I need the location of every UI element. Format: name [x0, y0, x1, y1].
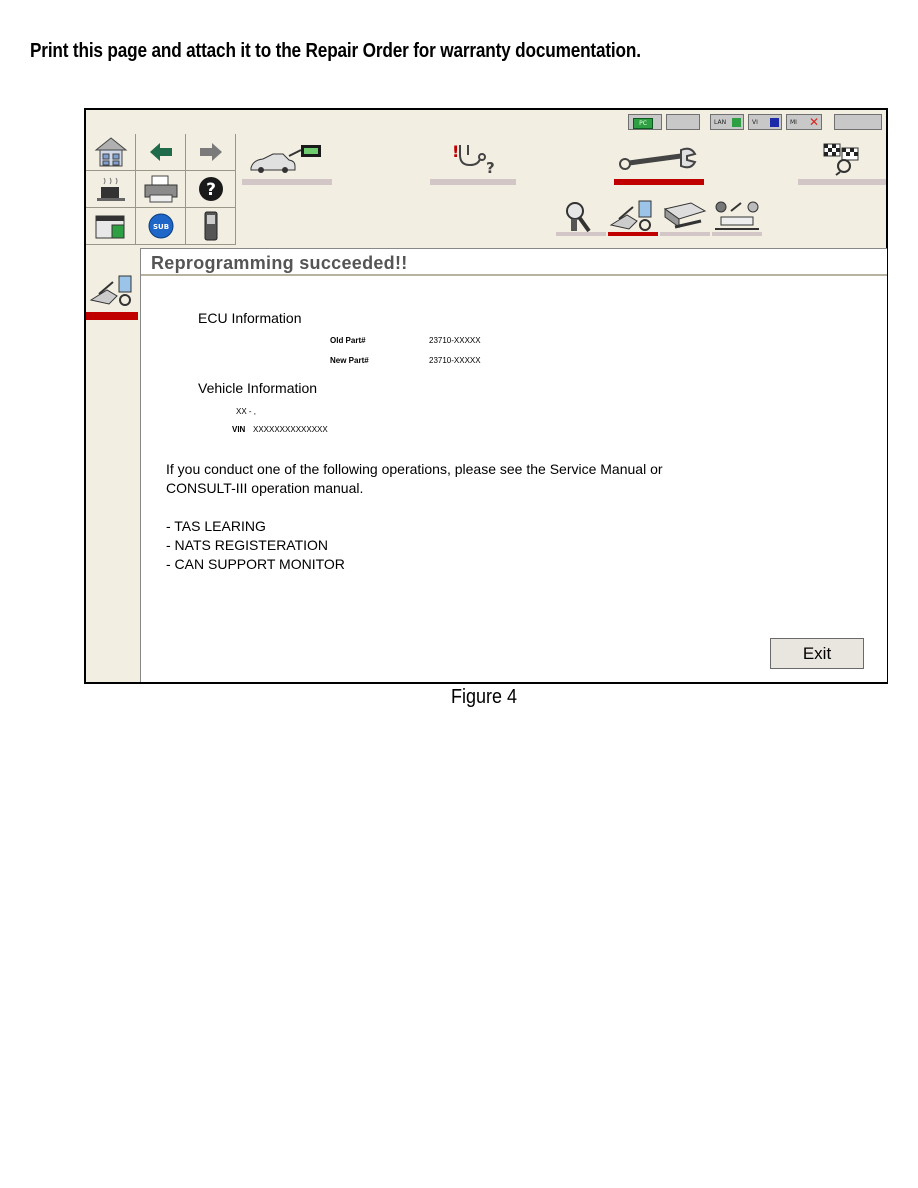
consult-screen — [84, 108, 888, 684]
arrow-right-icon — [198, 141, 224, 163]
svg-text:!: ! — [452, 142, 460, 161]
vin-value: XXXXXXXXXXXXXX — [253, 425, 328, 434]
ecu-config-underline — [660, 232, 710, 236]
reprogramming-side-button[interactable] — [86, 272, 140, 310]
window-icon — [94, 212, 128, 240]
vi-connected-icon — [770, 118, 779, 127]
search-tool-icon — [561, 199, 601, 233]
ecu-reprogram-side-icon — [89, 274, 137, 308]
reprogramming-underline — [608, 232, 658, 236]
old-part-label: Old Part# — [330, 336, 366, 345]
finish-underline — [798, 179, 886, 185]
help-button[interactable] — [186, 171, 236, 208]
screen-capture-button[interactable] — [86, 171, 136, 208]
reprogram-search-button[interactable] — [556, 198, 606, 234]
search-underline — [556, 232, 606, 236]
ecu-module-icon — [661, 199, 709, 233]
old-part-value: 23710-XXXXX — [429, 336, 481, 345]
status-strip — [86, 110, 886, 134]
vehicle-ecu-underline — [242, 179, 332, 185]
left-strip — [86, 248, 140, 682]
diagnosis-button[interactable] — [430, 140, 516, 178]
tools-underline — [712, 232, 762, 236]
svg-text:?: ? — [486, 159, 495, 177]
home-icon — [94, 136, 128, 168]
finish-button[interactable] — [798, 140, 886, 178]
notice-line-1: If you conduct one of the following operations, please see the Service Manual or — [166, 461, 663, 477]
sub-mode-button[interactable] — [136, 208, 186, 245]
sub-icon — [147, 212, 175, 240]
arrow-left-icon — [148, 141, 174, 163]
vehicle-ecu-button[interactable] — [242, 140, 332, 178]
lan-label: LAN — [714, 119, 727, 126]
operation-item: - CAN SUPPORT MONITOR — [166, 556, 345, 572]
reprogramming-button[interactable] — [608, 198, 658, 234]
new-part-value: 23710-XXXXX — [429, 356, 481, 365]
mi-disconnected-icon: ✕ — [808, 115, 819, 129]
home-button[interactable] — [86, 134, 136, 171]
vehicle-model-line: XX - , — [236, 407, 257, 416]
work-support-button[interactable] — [614, 140, 704, 178]
print-button[interactable] — [136, 171, 186, 208]
lan-status-indicator — [710, 114, 744, 130]
help-icon — [197, 175, 225, 203]
vi-status-indicator — [748, 114, 782, 130]
checkered-flag-icon — [818, 142, 866, 176]
mi-status-indicator — [786, 114, 822, 130]
svg-text:SUB: SUB — [152, 223, 169, 231]
page-title: Reprogramming succeeded!! — [141, 248, 887, 276]
exit-button[interactable]: Exit — [770, 638, 864, 669]
wrench-icon — [617, 142, 701, 176]
vin-label: VIN — [232, 425, 246, 434]
status-slot — [666, 114, 700, 130]
ecu-info-heading: ECU Information — [198, 310, 302, 326]
settings-button[interactable] — [86, 208, 136, 245]
operation-item: - TAS LEARING — [166, 518, 266, 534]
back-button[interactable] — [136, 134, 186, 171]
vehicle-info-heading: Vehicle Information — [198, 380, 318, 396]
status-slot-right — [834, 114, 882, 130]
printer-icon — [142, 174, 180, 204]
tools-button[interactable] — [712, 198, 762, 234]
ecu-config-button[interactable] — [660, 198, 710, 234]
operation-item: - NATS REGISTERATION — [166, 537, 329, 553]
pc-label: PC — [633, 118, 653, 129]
stethoscope-icon — [438, 141, 508, 177]
content-panel — [140, 248, 887, 682]
mi-label: MI — [790, 119, 797, 126]
cup-icon — [94, 174, 128, 204]
device-button[interactable] — [186, 208, 236, 245]
ecu-reprogram-icon — [609, 199, 657, 233]
diagnosis-underline — [430, 179, 516, 185]
vi-label: VI — [752, 119, 758, 126]
side-active-indicator — [86, 312, 138, 320]
new-part-label: New Part# — [330, 356, 369, 365]
notice-line-2: CONSULT-III operation manual. — [166, 480, 364, 496]
svg-text:?: ? — [205, 180, 216, 200]
pc-status-indicator — [628, 114, 662, 130]
car-connection-icon — [247, 142, 327, 176]
nav-grid — [86, 134, 238, 248]
lan-connected-icon — [732, 118, 741, 127]
forward-button[interactable] — [186, 134, 236, 171]
vi-device-icon — [201, 210, 221, 242]
figure-caption: Figure 4 — [450, 686, 518, 708]
print-instruction: Print this page and attach it to the Repair Order for warranty documentation. — [30, 40, 641, 62]
tools-icon — [713, 199, 761, 233]
work-support-underline — [614, 179, 704, 185]
